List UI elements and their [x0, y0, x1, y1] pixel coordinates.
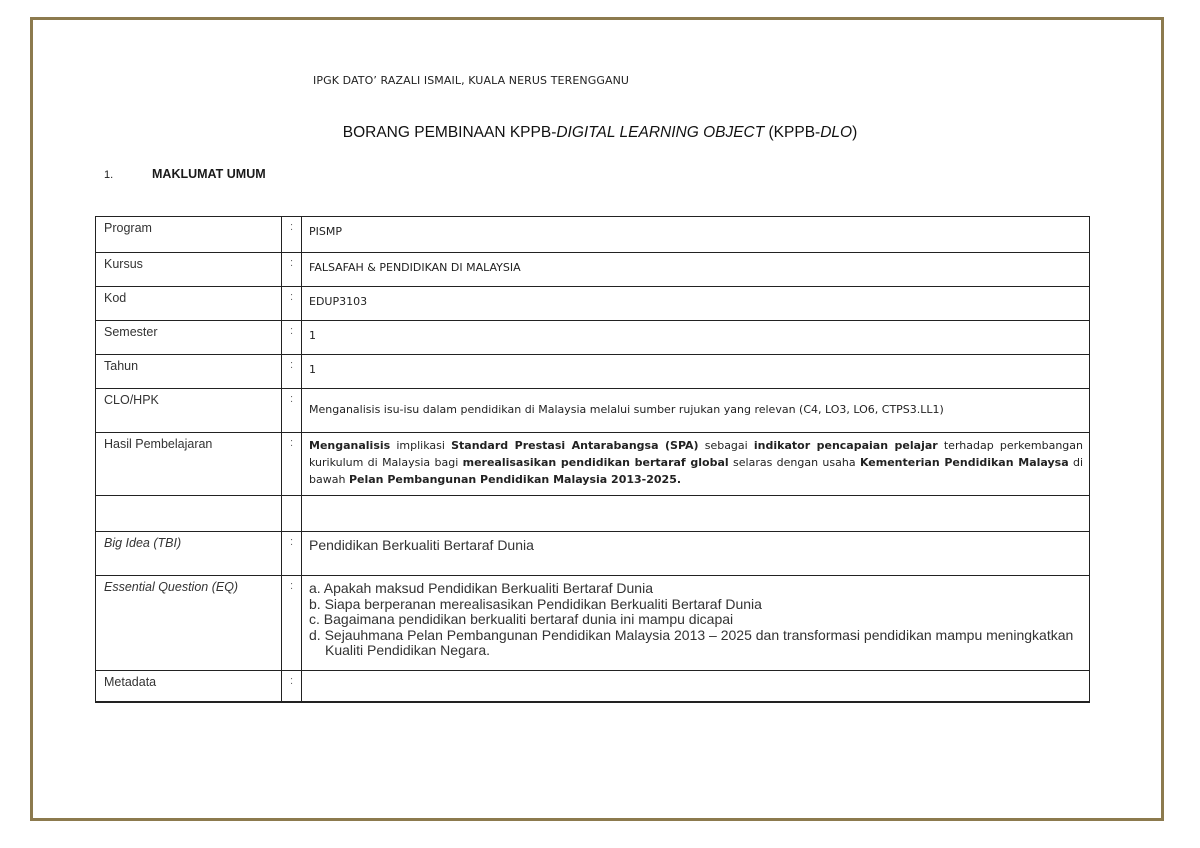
- colon: :: [282, 433, 302, 496]
- title-italic: DIGITAL LEARNING OBJECT: [556, 124, 765, 141]
- value-metadata: [302, 671, 1090, 702]
- colon: :: [282, 321, 302, 355]
- label-metadata: Metadata: [96, 671, 282, 702]
- value-eq: [302, 576, 1090, 671]
- eq-item: b. Siapa berperanan merealisasikan Pendidikan Berkualiti Bertaraf Dunia: [309, 595, 762, 612]
- label-kursus: Kursus: [96, 253, 282, 287]
- colon: :: [282, 287, 302, 321]
- label-kod: Kod: [96, 287, 282, 321]
- institution-name: IPGK DATO’ RAZALI ISMAIL, KUALA NERUS TERENGGANU: [313, 74, 630, 87]
- table-row-empty: [96, 496, 1090, 532]
- value-semester: 1: [302, 321, 1090, 355]
- hasil-text: terhadap perkembangan kurikulum di Malaysia bagi: [309, 439, 1083, 469]
- colon: :: [282, 217, 302, 253]
- section-number: 1.: [104, 169, 114, 181]
- hasil-text: Pelan Pembangunan Pendidikan Malaysia 2013-2025.: [348, 473, 682, 486]
- label-semester: Semester: [96, 321, 282, 355]
- value-big-idea: Pendidikan Berkualiti Bertaraf Dunia: [302, 532, 1090, 576]
- value-kursus: FALSAFAH & PENDIDIKAN DI MALAYSIA: [302, 253, 1090, 287]
- value-kod: EDUP3103: [302, 287, 1090, 321]
- table-row: [96, 433, 1090, 496]
- hasil-text: Menganalisis: [309, 439, 391, 452]
- label-hasil: Hasil Pembelajaran: [96, 433, 282, 496]
- colon: :: [282, 355, 302, 389]
- label-big-idea: Big Idea (TBI): [96, 532, 282, 576]
- value-program: PISMP: [302, 217, 1090, 253]
- colon: :: [282, 253, 302, 287]
- hasil-text: implikasi: [390, 439, 452, 452]
- label-program: Program: [96, 217, 282, 253]
- table-row: [96, 287, 1090, 321]
- label-eq: Essential Question (EQ): [96, 576, 282, 671]
- table-row: [96, 671, 1090, 702]
- title-suffix: ): [852, 124, 858, 141]
- title-italic-2: DLO: [820, 124, 853, 141]
- hasil-text: selaras dengan usaha: [728, 456, 860, 469]
- section-title: MAKLUMAT UMUM: [152, 167, 266, 181]
- value-tahun: 1: [302, 355, 1090, 389]
- table-row: [96, 217, 1090, 253]
- eq-item: a. Apakah maksud Pendidikan Berkualiti Bertaraf Dunia: [309, 580, 653, 596]
- hasil-text: indikator pencapaian pelajar: [753, 439, 938, 452]
- colon: :: [282, 671, 302, 702]
- colon: :: [282, 532, 302, 576]
- table-row: [96, 576, 1090, 671]
- info-table: [95, 216, 1090, 703]
- label-tahun: Tahun: [96, 355, 282, 389]
- colon: :: [282, 576, 302, 671]
- label-clo: CLO/HPK: [96, 389, 282, 433]
- table-row: [96, 253, 1090, 287]
- table-row: [96, 355, 1090, 389]
- hasil-text: Standard Prestasi Antarabangsa (SPA): [451, 439, 699, 452]
- value-hasil: [302, 433, 1090, 496]
- hasil-text: di bawah: [309, 456, 1084, 486]
- hasil-text: merealisasikan pendidikan bertaraf global: [462, 456, 729, 469]
- title-mid: (KPPB-: [764, 124, 821, 141]
- eq-item: d. Sejauhmana Pelan Pembangunan Pendidikan Malaysia 2013 – 2025 dan transformasi pendidikan mampu meningkatkan Kualiti Pendidikan Negara.: [309, 626, 1074, 658]
- hasil-text: sebagai: [698, 439, 754, 452]
- table-row: [96, 321, 1090, 355]
- table-row: [96, 532, 1090, 576]
- hasil-text: Kementerian Pendidikan Malaysa: [859, 456, 1069, 469]
- eq-item: c. Bagaimana pendidikan berkualiti bertaraf dunia ini mampu dicapai: [309, 611, 734, 627]
- form-title: [0, 124, 1200, 142]
- value-clo: Menganalisis isu-isu dalam pendidikan di Malaysia melalui sumber rujukan yang relevan (C4, LO3, LO6, CTPS3.LL1): [302, 389, 1090, 433]
- eq-list: [309, 581, 1083, 659]
- section-heading: [104, 167, 266, 181]
- table-row: [96, 389, 1090, 433]
- colon: :: [282, 389, 302, 433]
- title-prefix: BORANG PEMBINAAN KPPB-: [342, 124, 557, 141]
